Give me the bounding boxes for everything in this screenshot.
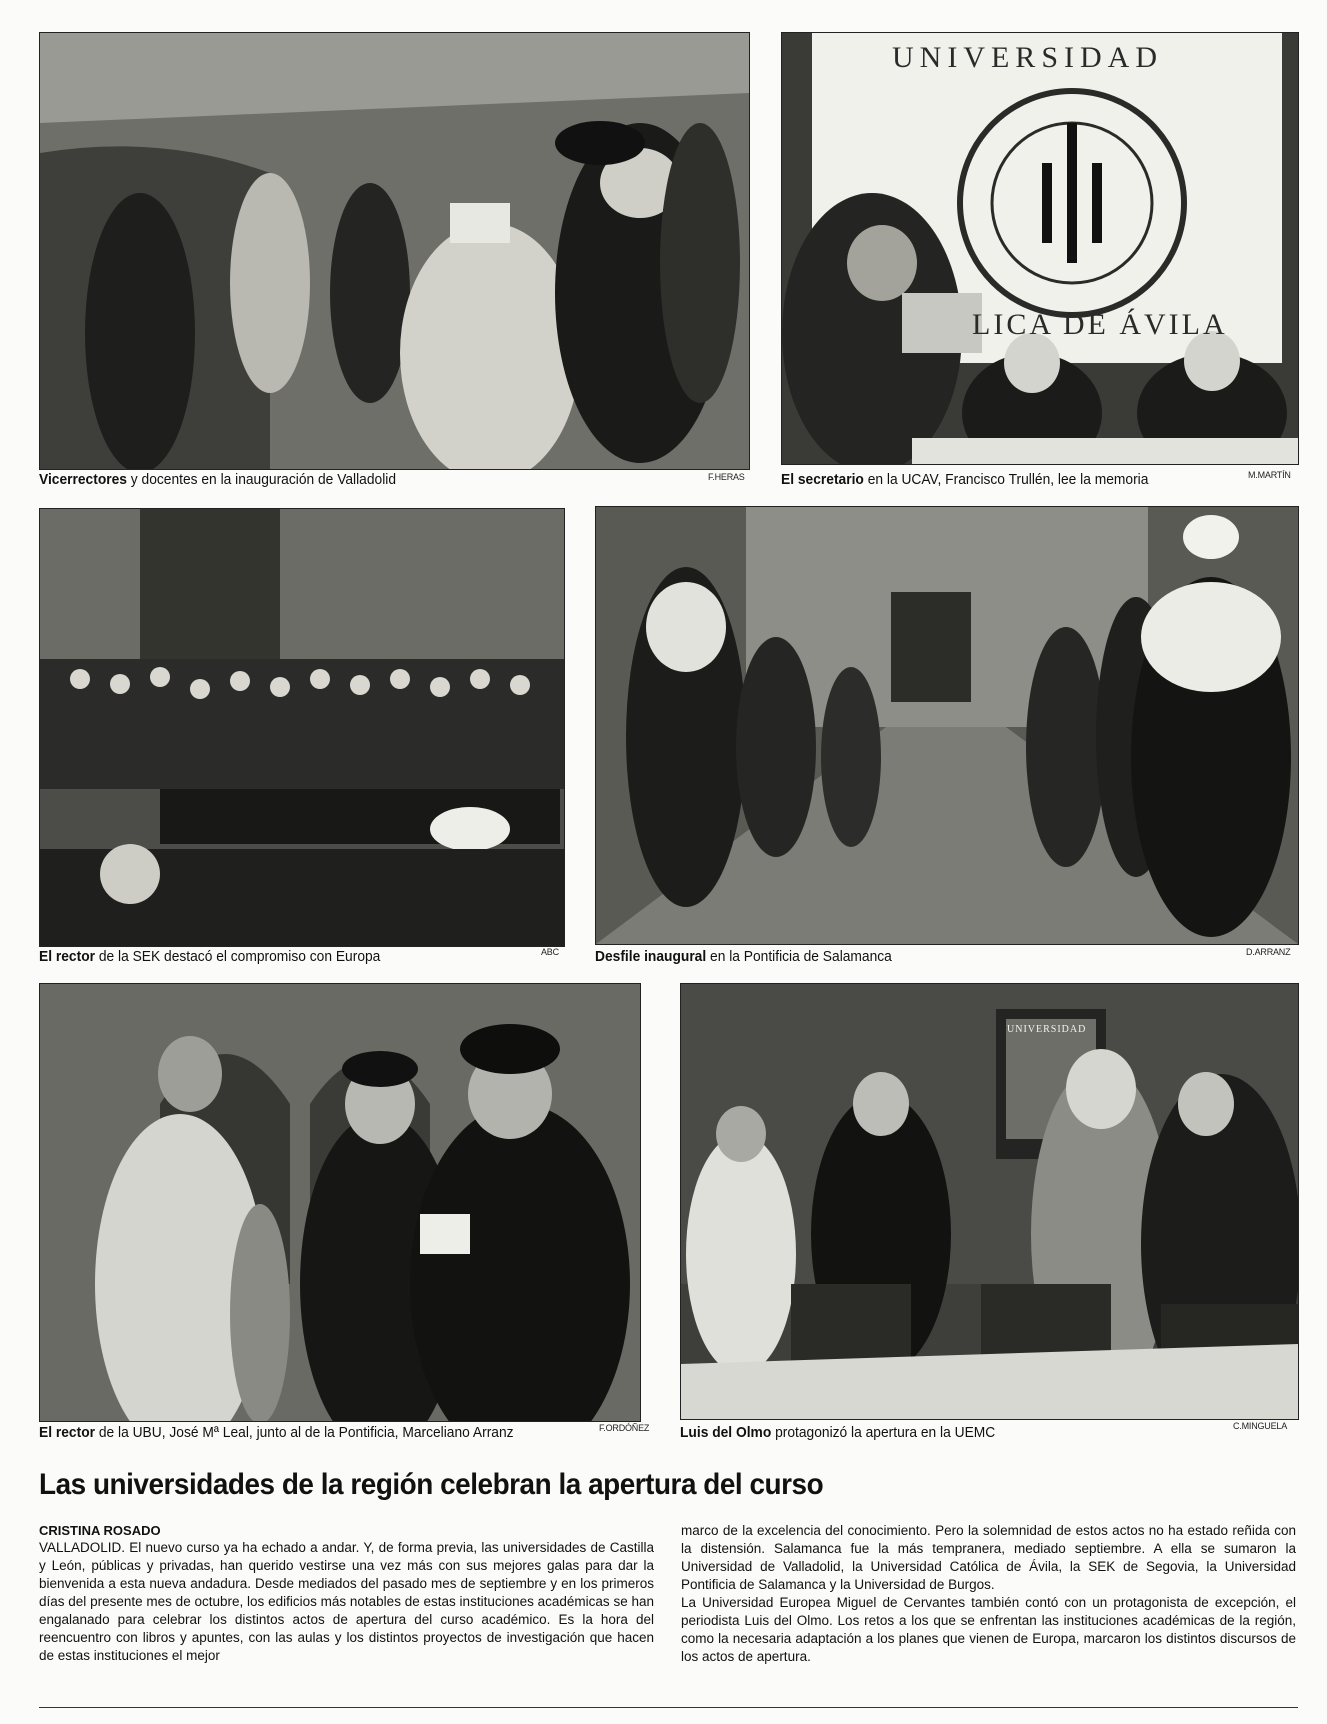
- article-column-2: [681, 1522, 1296, 1666]
- credit-arranz: D.ARRANZ: [1246, 947, 1291, 957]
- caption-luis-del-olmo: Luis del Olmo protagonizó la apertura en la UEMC: [680, 1424, 996, 1441]
- cloister-procession-illustration: [596, 507, 1298, 944]
- photo-vicerrectores-valladolid: [39, 32, 750, 470]
- auditorium-illustration: [40, 509, 564, 946]
- photo-ubu-rector: [39, 983, 641, 1422]
- caption-desfile: Desfile inaugural en la Pontificia de Salamanca: [595, 948, 892, 965]
- article-headline: Las universidades de la región celebran la apertura del curso: [39, 1468, 824, 1501]
- credit-abc: ABC: [541, 947, 559, 957]
- article-paragraph-3: La Universidad Europea Miguel de Cervantes también contó con un protagonista de excepción, el periodista Luis del Olmo. Los retos a los que se enfrentan las instituciones académicas de la región, como la necesaria adaptación a los planes que vienen de Europa, marcaron los distintos discursos de los actos de apertura.: [681, 1595, 1296, 1664]
- procession-illustration: [40, 33, 749, 469]
- photo-desfile-pontificia: [595, 506, 1299, 945]
- credit-ordonez: F.ORDÓÑEZ: [599, 1423, 650, 1433]
- stage-illustration: [681, 984, 1298, 1419]
- banner-ucav-bottom: LICA DE ÁVILA: [972, 308, 1228, 341]
- photo-ucav-secretario: [781, 32, 1299, 465]
- caption-vicerrectores: Vicerrectores y docentes en la inauguración de Valladolid: [39, 471, 397, 488]
- photo-sek-rector: [39, 508, 565, 947]
- article-byline: CRISTINA ROSADO: [39, 1523, 161, 1538]
- bottom-rule: [39, 1707, 1298, 1708]
- credit-martin: M.MARTÍN: [1248, 470, 1291, 480]
- credit-minguela: C.MINGUELA: [1233, 1421, 1288, 1431]
- caption-secretario: El secretario en la UCAV, Francisco Trullén, lee la memoria: [781, 471, 1149, 488]
- banner-universidad: UNIVERSIDAD: [892, 41, 1163, 74]
- banner-uemc: UNIVERSIDAD: [1007, 1024, 1087, 1035]
- article-column-1: [39, 1539, 654, 1665]
- lectern-illustration: [782, 33, 1298, 464]
- credit-heras: F.HERAS: [708, 472, 745, 482]
- rectors-illustration: [40, 984, 640, 1421]
- article-paragraph-1: VALLADOLID. El nuevo curso ya ha echado a andar. Y, de forma previa, las universidades de Castilla y León, públicas y privadas, han querido vestirse una vez más con sus mejores galas para dar la bienvenida a esta nueva andadura. Desde mediados del pasado mes de septiembre y en los primeros días del presente mes de octubre, los edificios más notables de estas instituciones académicas se han engalanado para celebrar los distintos actos de apertura del curso académico. Es la hora del reencuentro con libros y apuntes, con las aulas y los distintos proyectos de investigación que hacen de estas instituciones el mejor: [39, 1540, 654, 1663]
- caption-sek: El rector de la SEK destacó el compromiso con Europa: [39, 948, 381, 965]
- photo-uemc-luis-del-olmo: [680, 983, 1299, 1420]
- caption-ubu: El rector de la UBU, José Mª Leal, junto al de la Pontificia, Marceliano Arranz: [39, 1424, 514, 1441]
- article-paragraph-2: marco de la excelencia del conocimiento. Pero la solemnidad de estos actos no ha estado reñida con la distensión. Salamanca fue la más tempranera, mediado septiembre. A ella se sumaron la Universidad de Valladolid, la Universidad Católica de Ávila, la SEK de Segovia, la Universidad Pontificia de Salamanca y la Universidad de Burgos.: [681, 1523, 1296, 1592]
